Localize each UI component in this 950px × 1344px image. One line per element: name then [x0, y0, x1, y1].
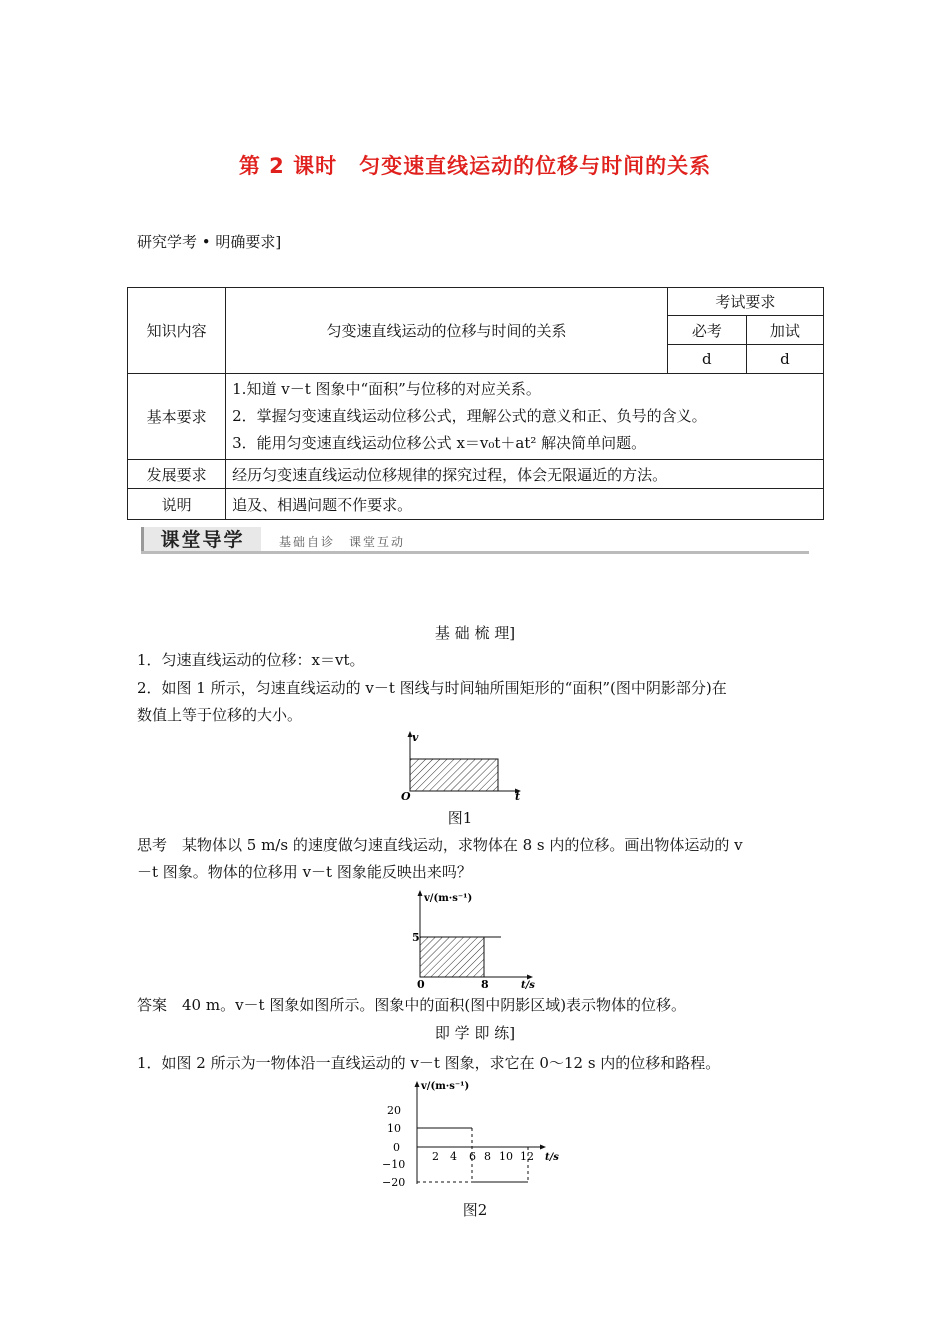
question-1: 1．如图 2 所示为一物体沿一直线运动的 v－t 图象，求它在 0～12 s 内的位移和路程。: [137, 1054, 721, 1072]
point-2-line-1: 2．如图 1 所示，匀速直线运动的 v－t 图线与时间轴所围矩形的“面积”(图中阴影部分)在: [137, 679, 727, 697]
point-2-line-2: 数值上等于位移的大小。: [137, 706, 303, 724]
x-tick-8: 8: [481, 978, 489, 990]
basic-req-cell: [226, 374, 824, 460]
basic-req-item: 3．能用匀变速直线运动位移公式 x＝v₀t＋at² 解决简单问题。: [232, 434, 647, 452]
content-header: 知识内容: [128, 288, 226, 374]
x-tick-2: 2: [432, 1150, 439, 1163]
figure-2-graph: [365, 1076, 565, 1192]
v-label: v: [412, 731, 419, 744]
x-tick-4: 4: [450, 1150, 457, 1163]
topic-cell: 匀变速直线运动的位移与时间的关系: [226, 288, 668, 374]
dev-req-text: 经历匀变速直线运动位移规律的探究过程，体会无限逼近的方法。: [226, 460, 824, 489]
y-tick-0: 0: [393, 1141, 400, 1154]
point-1: 1．匀速直线运动的位移：x＝vt。: [137, 651, 365, 669]
answer-text: 答案 40 m。v－t 图象如图所示。图象中的面积(图中阴影区域)表示物体的位移。: [137, 996, 687, 1014]
y-axis-label: v/(m·s⁻¹): [424, 893, 473, 904]
origin-label: O: [401, 790, 411, 802]
y-tick-20: 20: [387, 1104, 401, 1117]
exam-req-header: 考试要求: [667, 288, 823, 316]
think-figure-graph: [380, 886, 555, 990]
banner-subtitle: 基础自诊 课堂互动: [279, 535, 406, 549]
page-title: 第 2 课时 匀变速直线运动的位移与时间的关系: [238, 154, 712, 178]
shaded-area: [410, 759, 498, 791]
y-axis-label: v/(m·s⁻¹): [421, 1081, 470, 1092]
x-tick-6: 6: [469, 1150, 476, 1163]
section-research-heading: 研究学考 • 明确要求]: [137, 233, 282, 251]
figure-2-caption: 图2: [462, 1201, 488, 1219]
y-tick-5: 5: [412, 931, 420, 944]
x-axis-label: t/s: [545, 1152, 559, 1163]
x-axis-arrow: [527, 975, 533, 980]
think-line-2: －t 图象。物体的位移用 v－t 图象能反映出来吗？: [137, 863, 472, 881]
dev-req-label: 发展要求: [128, 460, 226, 489]
origin-label: 0: [417, 978, 425, 990]
y-tick-neg10: −10: [382, 1158, 406, 1171]
requirements-table: [127, 287, 824, 520]
jiashi-header: 加试: [746, 316, 823, 345]
t-label: t: [515, 790, 521, 802]
bikao-value: d: [667, 345, 746, 374]
x-axis-arrow: [540, 1145, 546, 1150]
basic-req-label: 基本要求: [128, 374, 226, 460]
bikao-header: 必考: [667, 316, 746, 345]
y-tick-neg20: −20: [382, 1176, 406, 1189]
y-axis-arrow: [418, 890, 423, 896]
figure-1-graph: [400, 728, 540, 802]
section-practice-heading: 即 学 即 练]: [434, 1024, 516, 1042]
think-line-1: 思考 某物体以 5 m/s 的速度做匀速直线运动，求物体在 8 s 内的位移。画出物体运动的 v: [137, 836, 743, 854]
basic-req-item: 1.知道 v－t 图象中“面积”与位移的对应关系。: [232, 380, 541, 398]
x-axis-label: t/s: [521, 980, 535, 990]
basic-req-item: 2．掌握匀变速直线运动位移公式，理解公式的意义和正、负号的含义。: [232, 407, 707, 425]
figure-1-caption: 图1: [447, 809, 473, 827]
shaded-area: [420, 937, 484, 977]
y-tick-10: 10: [387, 1122, 401, 1135]
x-tick-12: 12: [520, 1150, 534, 1163]
jiashi-value: d: [746, 345, 823, 374]
classroom-guide-banner: 课堂导学: [141, 527, 261, 553]
y-axis-arrow: [415, 1081, 420, 1087]
note-text: 追及、相遇问题不作要求。: [226, 489, 824, 520]
note-label: 说明: [128, 489, 226, 520]
section-basic-heading: 基 础 梳 理]: [434, 624, 516, 642]
x-tick-8: 8: [484, 1150, 491, 1163]
banner-divider: [141, 551, 809, 554]
x-tick-10: 10: [499, 1150, 513, 1163]
